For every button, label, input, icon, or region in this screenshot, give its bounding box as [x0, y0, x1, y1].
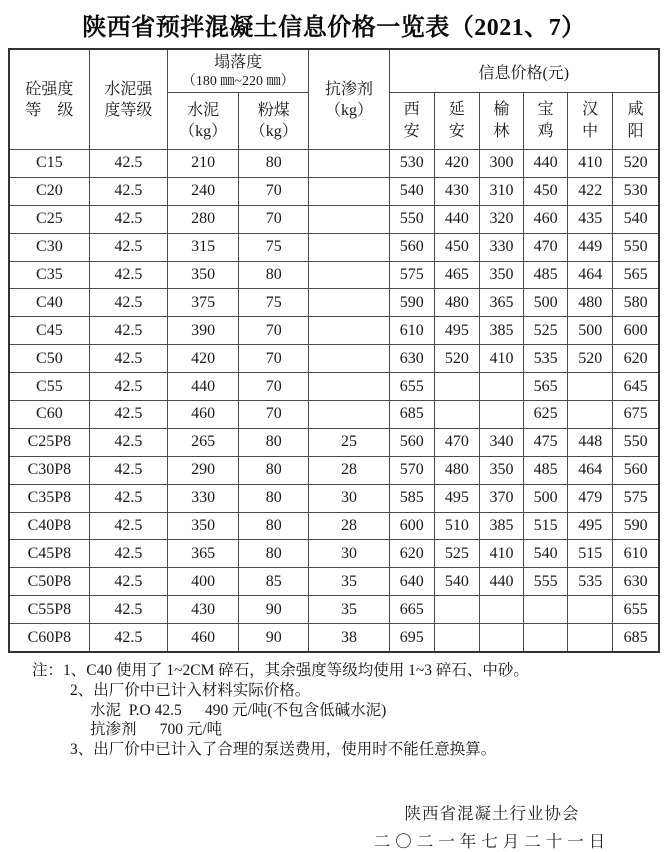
table-row	[9, 401, 659, 429]
cell-price: 530	[389, 150, 434, 178]
table-row	[9, 568, 659, 596]
cell-cement-kg: 365	[167, 540, 238, 568]
cell-admixture-kg	[309, 261, 389, 289]
cell-admixture-kg	[309, 401, 389, 429]
cell-price: 610	[613, 540, 659, 568]
cell-price: 685	[389, 401, 434, 429]
cell-price: 510	[434, 512, 479, 540]
cell-cement-grade: 42.5	[89, 568, 167, 596]
cell-grade: C30	[9, 233, 89, 261]
header-slump-range: （180 ㎜~220 ㎜）	[181, 74, 295, 89]
cell-cement-kg: 430	[167, 596, 238, 624]
cell-grade: C35P8	[9, 484, 89, 512]
cell-price: 575	[389, 261, 434, 289]
footer-organization: 陕西省混凝土行业协会	[404, 804, 580, 824]
footer	[358, 800, 626, 852]
cell-price: 525	[524, 317, 568, 345]
cell-price: 480	[434, 456, 479, 484]
cell-price: 450	[434, 233, 479, 261]
cell-grade: C45	[9, 317, 89, 345]
cell-cement-grade: 42.5	[89, 456, 167, 484]
table-row	[9, 456, 659, 484]
cell-cement-grade: 42.5	[89, 261, 167, 289]
table-header	[9, 49, 659, 150]
city-char: 中	[582, 123, 599, 140]
cell-cement-kg: 330	[167, 484, 238, 512]
table-row	[9, 596, 659, 624]
cell-cement-kg: 315	[167, 233, 238, 261]
cell-price: 555	[524, 568, 568, 596]
header-concrete-grade-line2: 等 级	[25, 101, 74, 119]
cell-admixture-kg	[309, 317, 389, 345]
header-cement-grade-line1: 水泥强	[104, 80, 153, 98]
table-row	[9, 177, 659, 205]
cell-cement-kg: 375	[167, 289, 238, 317]
cell-flyash-kg: 80	[239, 456, 309, 484]
cell-price: 540	[434, 568, 479, 596]
cell-cement-grade: 42.5	[89, 596, 167, 624]
cell-price: 448	[568, 428, 613, 456]
table-row	[9, 317, 659, 345]
note-line-2: 2、出厂价中已计入材料实际价格。	[70, 681, 311, 699]
cell-price	[568, 373, 613, 401]
cell-price: 440	[524, 150, 568, 178]
cell-cement-kg: 240	[167, 177, 238, 205]
cell-admixture-kg	[309, 373, 389, 401]
cell-cement-grade: 42.5	[89, 373, 167, 401]
table-row	[9, 233, 659, 261]
cell-price: 560	[389, 233, 434, 261]
cell-admixture-kg	[309, 150, 389, 178]
cell-price: 435	[568, 205, 613, 233]
cell-flyash-kg: 80	[239, 261, 309, 289]
cell-price: 675	[613, 401, 659, 429]
cell-price: 515	[568, 540, 613, 568]
cell-price: 500	[568, 317, 613, 345]
cell-price: 610	[389, 317, 434, 345]
cell-price: 495	[568, 512, 613, 540]
cell-grade: C55P8	[9, 596, 89, 624]
cell-price: 350	[479, 261, 523, 289]
cell-grade: C35	[9, 261, 89, 289]
cell-price: 575	[613, 484, 659, 512]
cell-price: 520	[613, 150, 659, 178]
cell-price: 500	[524, 484, 568, 512]
cell-price: 565	[613, 261, 659, 289]
cell-admixture-kg: 30	[309, 540, 389, 568]
cell-cement-kg: 400	[167, 568, 238, 596]
cell-price	[568, 596, 613, 624]
cell-price: 464	[568, 456, 613, 484]
header-admixture-line1: 抗渗剂	[325, 80, 374, 98]
cell-price: 340	[479, 428, 523, 456]
notes-section	[0, 661, 668, 760]
cell-grade: C25P8	[9, 428, 89, 456]
cell-flyash-kg: 80	[239, 540, 309, 568]
header-cement-kg-line1: 水泥	[187, 102, 220, 119]
header-city-xian	[389, 93, 434, 150]
cell-price: 655	[389, 373, 434, 401]
cell-cement-grade: 42.5	[89, 484, 167, 512]
cell-price: 685	[613, 624, 659, 652]
cell-price: 485	[524, 261, 568, 289]
header-cement-grade	[89, 49, 167, 150]
cell-price: 520	[568, 345, 613, 373]
cell-price: 535	[568, 568, 613, 596]
cell-cement-kg: 460	[167, 401, 238, 429]
cell-price: 300	[479, 150, 523, 178]
cell-cement-kg: 440	[167, 373, 238, 401]
city-char: 汉	[582, 101, 599, 118]
table-body	[9, 150, 659, 653]
cell-price: 310	[479, 177, 523, 205]
cell-admixture-kg: 30	[309, 484, 389, 512]
note-line-cement-price: 水泥 P.O 42.5 490 元/吨(不包含低碱水泥)	[90, 701, 387, 719]
cell-flyash-kg: 85	[239, 568, 309, 596]
cell-price: 550	[613, 428, 659, 456]
cell-price: 440	[434, 205, 479, 233]
cell-price: 600	[389, 512, 434, 540]
cell-admixture-kg	[309, 289, 389, 317]
header-cement-grade-line2: 度等级	[104, 101, 153, 119]
cell-grade: C25	[9, 205, 89, 233]
cell-cement-kg: 290	[167, 456, 238, 484]
cell-price: 449	[568, 233, 613, 261]
cell-cement-grade: 42.5	[89, 512, 167, 540]
header-price-group: 信息价格(元)	[389, 49, 659, 93]
cell-price: 655	[613, 596, 659, 624]
cell-price	[479, 373, 523, 401]
cell-price: 645	[613, 373, 659, 401]
cell-price	[479, 401, 523, 429]
cell-flyash-kg: 70	[239, 205, 309, 233]
table-row	[9, 428, 659, 456]
cell-grade: C50	[9, 345, 89, 373]
footer-date: 二〇二一年七月二十一日	[373, 832, 611, 852]
header-flyash-kg	[239, 93, 309, 150]
cell-price: 620	[389, 540, 434, 568]
cell-price	[479, 624, 523, 652]
cell-price	[524, 624, 568, 652]
cell-cement-grade: 42.5	[89, 345, 167, 373]
cell-grade: C50P8	[9, 568, 89, 596]
header-city-xianyang	[613, 93, 659, 150]
cell-price: 420	[434, 150, 479, 178]
cell-price: 410	[568, 150, 613, 178]
cell-admixture-kg: 35	[309, 596, 389, 624]
cell-price: 565	[524, 373, 568, 401]
cell-price: 430	[434, 177, 479, 205]
cell-cement-kg: 210	[167, 150, 238, 178]
table-row	[9, 373, 659, 401]
cell-flyash-kg: 80	[239, 428, 309, 456]
table-row	[9, 624, 659, 652]
cell-price: 410	[479, 345, 523, 373]
cell-price: 350	[479, 456, 523, 484]
table-row	[9, 261, 659, 289]
cell-admixture-kg	[309, 177, 389, 205]
city-char: 宝	[537, 101, 554, 118]
cell-admixture-kg	[309, 233, 389, 261]
cell-price: 385	[479, 512, 523, 540]
city-char: 西	[403, 101, 420, 118]
cell-price: 460	[524, 205, 568, 233]
cell-cement-kg: 280	[167, 205, 238, 233]
cell-price: 470	[434, 428, 479, 456]
cell-price: 560	[613, 456, 659, 484]
cell-flyash-kg: 80	[239, 150, 309, 178]
cell-price: 475	[524, 428, 568, 456]
header-slump-group	[167, 49, 308, 93]
cell-admixture-kg: 35	[309, 568, 389, 596]
cell-price	[568, 624, 613, 652]
cell-price	[434, 596, 479, 624]
cell-price	[434, 624, 479, 652]
cell-price: 422	[568, 177, 613, 205]
cell-price	[434, 401, 479, 429]
cell-price: 535	[524, 345, 568, 373]
cell-price: 570	[389, 456, 434, 484]
cell-flyash-kg: 70	[239, 345, 309, 373]
cell-flyash-kg: 70	[239, 177, 309, 205]
cell-cement-kg: 390	[167, 317, 238, 345]
cell-price: 385	[479, 317, 523, 345]
table-row	[9, 540, 659, 568]
page-title: 陕西省预拌混凝土信息价格一览表（2021、7）	[82, 15, 586, 41]
table-row	[9, 345, 659, 373]
header-city-hanzhong	[568, 93, 613, 150]
table-row	[9, 205, 659, 233]
cell-price: 530	[613, 177, 659, 205]
cell-flyash-kg: 75	[239, 233, 309, 261]
cell-price: 320	[479, 205, 523, 233]
city-char: 阳	[627, 123, 644, 140]
cell-price: 540	[524, 540, 568, 568]
header-city-yanan	[434, 93, 479, 150]
header-concrete-grade-line1: 砼强度	[25, 80, 74, 98]
cell-price: 630	[389, 345, 434, 373]
cell-price: 540	[613, 205, 659, 233]
header-admixture-line2: （kg）	[325, 101, 374, 119]
cell-price	[568, 401, 613, 429]
cell-flyash-kg: 90	[239, 624, 309, 652]
cell-flyash-kg: 75	[239, 289, 309, 317]
cell-flyash-kg: 70	[239, 373, 309, 401]
cell-grade: C30P8	[9, 456, 89, 484]
cell-admixture-kg: 28	[309, 512, 389, 540]
cell-price: 465	[434, 261, 479, 289]
cell-cement-grade: 42.5	[89, 428, 167, 456]
cell-price: 560	[389, 428, 434, 456]
cell-flyash-kg: 80	[239, 512, 309, 540]
cell-grade: C40	[9, 289, 89, 317]
city-char: 林	[493, 123, 510, 140]
city-char: 榆	[493, 101, 510, 118]
cell-grade: C55	[9, 373, 89, 401]
city-char: 延	[448, 101, 465, 118]
cell-admixture-kg: 25	[309, 428, 389, 456]
cell-cement-kg: 420	[167, 345, 238, 373]
cell-price: 500	[524, 289, 568, 317]
header-city-yulin	[479, 93, 523, 150]
cell-cement-grade: 42.5	[89, 289, 167, 317]
cell-cement-grade: 42.5	[89, 317, 167, 345]
table-row	[9, 150, 659, 178]
cell-grade: C45P8	[9, 540, 89, 568]
cell-price: 480	[568, 289, 613, 317]
cell-price: 540	[389, 177, 434, 205]
cell-price: 370	[479, 484, 523, 512]
cell-price: 440	[479, 568, 523, 596]
table-row	[9, 484, 659, 512]
cell-grade: C60	[9, 401, 89, 429]
cell-price: 464	[568, 261, 613, 289]
cell-price	[479, 596, 523, 624]
cell-price: 525	[434, 540, 479, 568]
cell-price: 495	[434, 484, 479, 512]
cell-price: 620	[613, 345, 659, 373]
cell-price: 485	[524, 456, 568, 484]
cell-price: 625	[524, 401, 568, 429]
cell-price: 695	[389, 624, 434, 652]
cell-cement-grade: 42.5	[89, 401, 167, 429]
cell-price: 550	[389, 205, 434, 233]
table-row	[9, 512, 659, 540]
cell-price: 580	[613, 289, 659, 317]
city-char: 鸡	[537, 123, 554, 140]
cell-price: 550	[613, 233, 659, 261]
cell-price: 600	[613, 317, 659, 345]
cell-price: 630	[613, 568, 659, 596]
header-city-baoji	[524, 93, 568, 150]
cell-price: 450	[524, 177, 568, 205]
cell-price: 479	[568, 484, 613, 512]
cell-cement-grade: 42.5	[89, 150, 167, 178]
cell-grade: C20	[9, 177, 89, 205]
cell-price: 640	[389, 568, 434, 596]
cell-price	[434, 373, 479, 401]
cell-price: 480	[434, 289, 479, 317]
note-line-1: 注：1、C40 使用了 1~2CM 碎石，其余强度等级均使用 1~3 碎石、中砂。	[32, 662, 529, 680]
header-admixture	[309, 49, 389, 150]
city-char: 安	[448, 123, 465, 140]
cell-flyash-kg: 70	[239, 317, 309, 345]
header-cement-kg-line2: （kg）	[179, 123, 228, 140]
cell-flyash-kg: 70	[239, 401, 309, 429]
cell-price: 470	[524, 233, 568, 261]
cell-price: 590	[613, 512, 659, 540]
cell-admixture-kg: 38	[309, 624, 389, 652]
header-cement-kg	[167, 93, 238, 150]
cell-price	[524, 596, 568, 624]
cell-price: 515	[524, 512, 568, 540]
table-row	[9, 289, 659, 317]
price-table	[8, 48, 660, 653]
cell-price: 520	[434, 345, 479, 373]
cell-admixture-kg	[309, 345, 389, 373]
cell-cement-grade: 42.5	[89, 540, 167, 568]
cell-price: 590	[389, 289, 434, 317]
city-char: 咸	[627, 101, 644, 118]
cell-admixture-kg	[309, 205, 389, 233]
cell-price: 365	[479, 289, 523, 317]
cell-price: 330	[479, 233, 523, 261]
header-flyash-kg-line2: （kg）	[249, 123, 298, 140]
cell-cement-kg: 350	[167, 512, 238, 540]
cell-grade: C40P8	[9, 512, 89, 540]
cell-cement-grade: 42.5	[89, 624, 167, 652]
note-line-admixture-price: 抗渗剂 700 元/吨	[90, 721, 223, 739]
cell-cement-grade: 42.5	[89, 177, 167, 205]
cell-cement-kg: 265	[167, 428, 238, 456]
header-slump-title: 塌落度	[214, 54, 263, 71]
cell-price: 410	[479, 540, 523, 568]
cell-admixture-kg: 28	[309, 456, 389, 484]
cell-grade: C15	[9, 150, 89, 178]
cell-price: 585	[389, 484, 434, 512]
cell-price: 495	[434, 317, 479, 345]
city-char: 安	[403, 123, 420, 140]
cell-price: 665	[389, 596, 434, 624]
cell-cement-kg: 350	[167, 261, 238, 289]
header-flyash-kg-line1: 粉煤	[257, 102, 290, 119]
header-concrete-grade	[9, 49, 89, 150]
cell-flyash-kg: 80	[239, 484, 309, 512]
cell-cement-kg: 460	[167, 624, 238, 652]
cell-cement-grade: 42.5	[89, 205, 167, 233]
note-line-3: 3、出厂价中已计入了合理的泵送费用，使用时不能任意换算。	[70, 741, 497, 759]
cell-cement-grade: 42.5	[89, 233, 167, 261]
cell-grade: C60P8	[9, 624, 89, 652]
cell-flyash-kg: 90	[239, 596, 309, 624]
